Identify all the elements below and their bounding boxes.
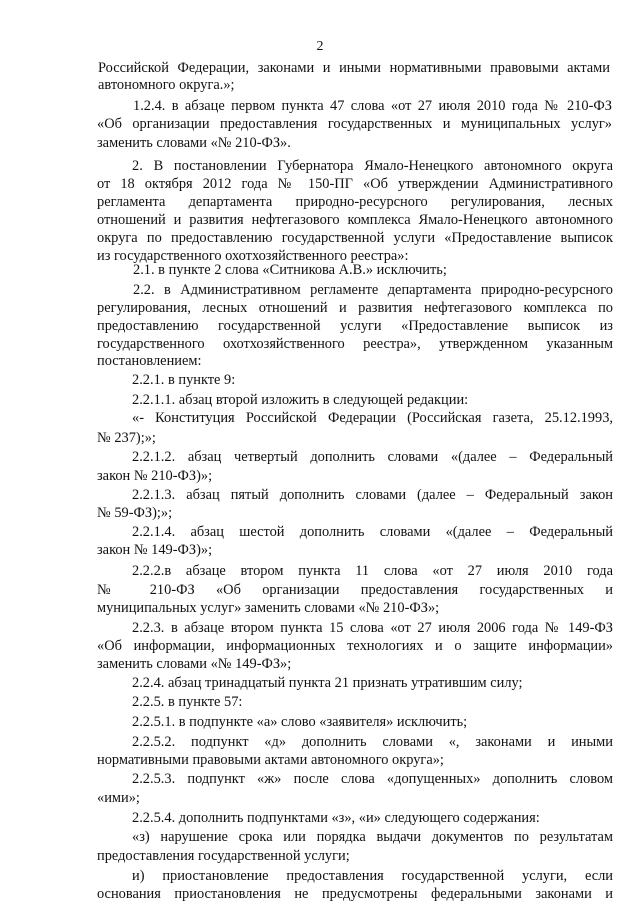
- text-line: 2. В постановлении Губернатора Ямало-Ненецкого автономного округа: [132, 158, 613, 174]
- text-line: 2.2.1.4. абзац шестой дополнить словами «(далее – Федеральный: [132, 524, 613, 540]
- text-line: № 210-ФЗ «Об организации предоставления государственных и: [97, 582, 613, 598]
- text-line: закон № 149-ФЗ)»;: [97, 542, 213, 558]
- text-line: 2.2.1.3. абзац пятый дополнить словами (далее – Федеральный закон: [132, 487, 613, 503]
- text-line: предоставления государственной услуги;: [97, 848, 350, 864]
- text-line: № 237);»;: [97, 430, 156, 446]
- text-line: государственного охотхозяйственного реестра», утвержденном указанным: [97, 336, 613, 352]
- page-number: 2: [316, 39, 324, 54]
- text-line: отношений и развития нефтегазового комплекса Ямало-Ненецкого автономного: [97, 212, 613, 228]
- text-line: и) приостановление предоставления государственной услуги, если: [132, 868, 613, 884]
- text-line: 2.2.5. в пункте 57:: [132, 694, 243, 710]
- text-line: округа по предоставлению государственной услуги «Предоставление выписок: [97, 230, 613, 246]
- text-line: 2.2.2.в абзаце втором пункта 11 слова «от 27 июля 2010 года: [132, 563, 613, 579]
- text-line: от 18 октября 2012 года № 150-ПГ «Об утверждении Административного: [97, 176, 613, 192]
- text-line: регламента департамента природно-ресурсного регулирования, лесных: [97, 194, 613, 210]
- text-line: 2.2.1.1. абзац второй изложить в следующей редакции:: [132, 392, 469, 408]
- text-line: 2.2. в Административном регламенте департамента природно-ресурсного: [133, 282, 613, 298]
- text-line: 2.2.3. в абзаце втором пункта 15 слова «от 27 июля 2006 года № 149-ФЗ: [132, 620, 613, 636]
- text-line: «з) нарушение срока или порядка выдачи документов по результатам: [132, 829, 613, 845]
- text-line: 2.2.5.1. в подпункте «а» слово «заявителя» исключить;: [132, 714, 468, 730]
- text-line: 2.2.5.3. подпункт «ж» после слова «допущенных» дополнить словом: [132, 771, 613, 787]
- text-line: 2.1. в пункте 2 слова «Ситникова А.В.» исключить;: [133, 262, 447, 278]
- text-line: закон № 210-ФЗ)»;: [97, 468, 213, 484]
- text-line: предоставлению государственной услуги «Предоставление выписок из: [97, 318, 613, 334]
- text-line: «- Конституция Российской Федерации (Российская газета, 25.12.1993,: [132, 410, 613, 426]
- text-line: 2.2.1.2. абзац четвертый дополнить словами «(далее – Федеральный: [132, 449, 613, 465]
- text-line: автономного округа.»;: [98, 77, 235, 93]
- text-line: «Об организации предоставления государственных и муниципальных услуг»: [97, 116, 612, 132]
- text-line: заменить словами «№ 210-ФЗ».: [97, 135, 291, 151]
- text-line: постановлением:: [97, 353, 202, 369]
- text-line: «ими»;: [97, 790, 140, 806]
- text-line: нормативными правовыми актами автономного округа»;: [97, 752, 444, 768]
- text-line: Российской Федерации, законами и иными нормативными правовыми актами: [98, 60, 610, 76]
- text-line: заменить словами «№ 149-ФЗ»;: [97, 656, 292, 672]
- text-line: муниципальных услуг» заменить словами «№ 210-ФЗ»;: [97, 600, 440, 616]
- text-line: № 59-ФЗ);»;: [97, 505, 173, 521]
- text-line: 2.2.1. в пункте 9:: [132, 372, 236, 388]
- text-line: «Об информации, информационных технологиях и о защите информации»: [97, 638, 613, 654]
- text-line: 1.2.4. в абзаце первом пункта 47 слова «от 27 июля 2010 года № 210-ФЗ: [133, 98, 612, 114]
- text-line: 2.2.4. абзац тринадцатый пункта 21 признать утратившим силу;: [132, 675, 523, 691]
- text-line: регулирования, лесных отношений и развития нефтегазового комплекса по: [97, 300, 613, 316]
- text-line: основания приостановления не предусмотрены федеральными законами и: [97, 886, 613, 902]
- text-line: 2.2.5.2. подпункт «д» дополнить словами «, законами и иными: [132, 734, 613, 750]
- text-line: 2.2.5.4. дополнить подпунктами «з», «и» следующего содержания:: [132, 810, 540, 826]
- text-line: из государственного охотхозяйственного реестра»:: [97, 248, 409, 264]
